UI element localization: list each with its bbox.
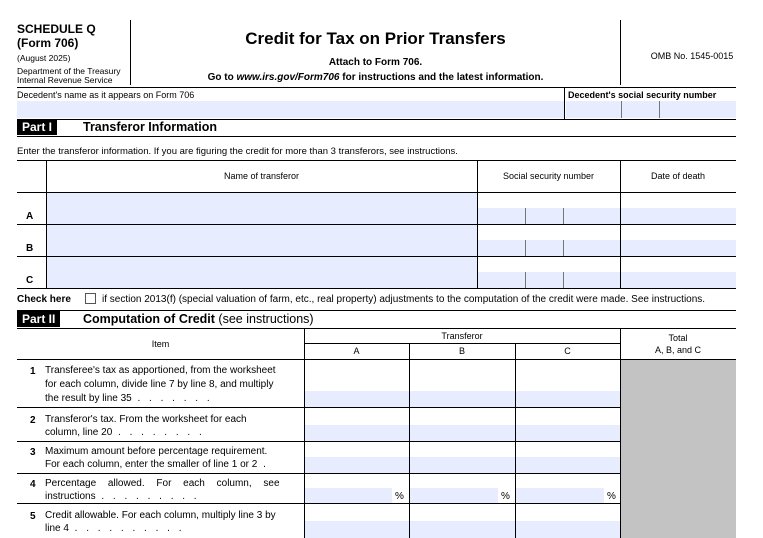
part1-title: Transferor Information [83,120,218,134]
line5-a-field[interactable] [305,521,409,538]
col-date-of-death: Date of death [650,171,706,181]
line3-a-field[interactable] [305,457,409,473]
line2-b-field[interactable] [410,425,515,441]
line5-text2: line 4 . . . . . . . . . . [45,523,185,534]
line5-number: 5 [30,511,36,522]
col-item: Item [151,339,170,349]
line4-a-field[interactable] [305,488,392,503]
line5-text1: Credit allowable. For each column, multiply line 3 by [45,510,276,521]
line4-b-field[interactable] [410,488,498,503]
form-title: Credit for Tax on Prior Transfers [245,29,506,48]
row-c-label: C [26,275,34,286]
line2-c-field[interactable] [516,425,620,441]
line2-text1: Transferor's tax. From the worksheet for each [45,414,247,425]
irs-label: Internal Revenue Service [17,75,113,85]
omb-number: OMB No. 1545-0015 [650,51,734,61]
line1-a-field[interactable] [305,391,409,407]
part1-badge: Part I [17,120,57,135]
row-b-label: B [26,243,34,254]
instructions-link-line: Go to www.irs.gov/Form706 for instructions and the latest information. [207,72,544,83]
row-a-ssn-field[interactable] [478,208,620,224]
col-ssn: Social security number [502,171,595,181]
row-c-ssn-field[interactable] [478,272,620,288]
line2-text2: column, line 20 . . . . . . . . [45,427,205,438]
col-b: B [458,346,465,356]
line5-c-field[interactable] [516,521,620,538]
line4-text2: instructions . . . . . . . . . [45,491,200,502]
col-transferor: Transferor [441,331,483,341]
section-2013f-checkbox[interactable] [85,293,96,304]
col-a: A [353,346,360,356]
part1-instruction: Enter the transferor information. If you are figuring the credit for more than 3 transferors, see instructions. [17,146,458,157]
line3-number: 3 [30,447,36,458]
decedent-ssn-field[interactable] [566,101,736,118]
department: Department of the Treasury [17,66,121,76]
irs-url[interactable]: www.irs.gov/Form706 [236,72,340,83]
check-here-label: Check here [17,294,71,305]
line3-text2: For each column, enter the smaller of line 1 or 2 . [45,459,269,470]
line4-c-field[interactable] [516,488,604,503]
part2-badge: Part II [17,311,60,327]
row-a-dod-field[interactable] [621,208,736,224]
line5-b-field[interactable] [410,521,515,538]
form-label: (Form 706) [17,36,79,50]
line4-number: 4 [30,479,36,490]
row-b-dod-field[interactable] [621,240,736,256]
checkbox-text: if section 2013(f) (special valuation of farm, etc., real property) adjustments to the computation of the credit were made. See instructions. [102,294,706,305]
line3-c-field[interactable] [516,457,620,473]
line1-text2: for each column, divide line 7 by line 8, and multiply [45,379,274,390]
row-b-ssn-field[interactable] [478,240,620,256]
line1-b-field[interactable] [410,391,515,407]
row-b-name-field[interactable] [47,225,477,256]
line1-text1: Transferee's tax as apportioned, from the worksheet [45,365,276,376]
row-a-name-field[interactable] [47,193,477,224]
line2-number: 2 [30,415,36,426]
col-total: Total [668,333,688,343]
line3-b-field[interactable] [410,457,515,473]
decedent-name-field[interactable] [17,101,564,118]
col-name-of-transferor: Name of transferor [223,171,300,181]
schedule-label: SCHEDULE Q [17,22,96,36]
line4-b-pct: % [501,491,510,502]
revision-date: (August 2025) [17,53,71,63]
attach-note: Attach to Form 706. [328,57,423,68]
line4-a-pct: % [395,491,404,502]
total-column-shaded [621,360,736,538]
decedent-ssn-label: Decedent's social security number [568,90,717,100]
line1-text3: the result by line 35 . . . . . . . [45,393,213,404]
line4-text1: Percentage allowed. For each column, see [45,478,280,489]
line4-c-pct: % [607,491,616,502]
row-a-label: A [26,211,34,222]
col-total-sub: A, B, and C [654,345,702,355]
row-c-name-field[interactable] [47,257,477,288]
decedent-name-label: Decedent's name as it appears on Form 706 [17,90,195,100]
line2-a-field[interactable] [305,425,409,441]
row-c-dod-field[interactable] [621,272,736,288]
line1-number: 1 [30,366,36,377]
line3-text1: Maximum amount before percentage requirement. [45,446,268,457]
line1-c-field[interactable] [516,391,620,407]
part2-title: Computation of Credit (see instructions) [83,312,314,326]
col-c: C [564,346,571,356]
